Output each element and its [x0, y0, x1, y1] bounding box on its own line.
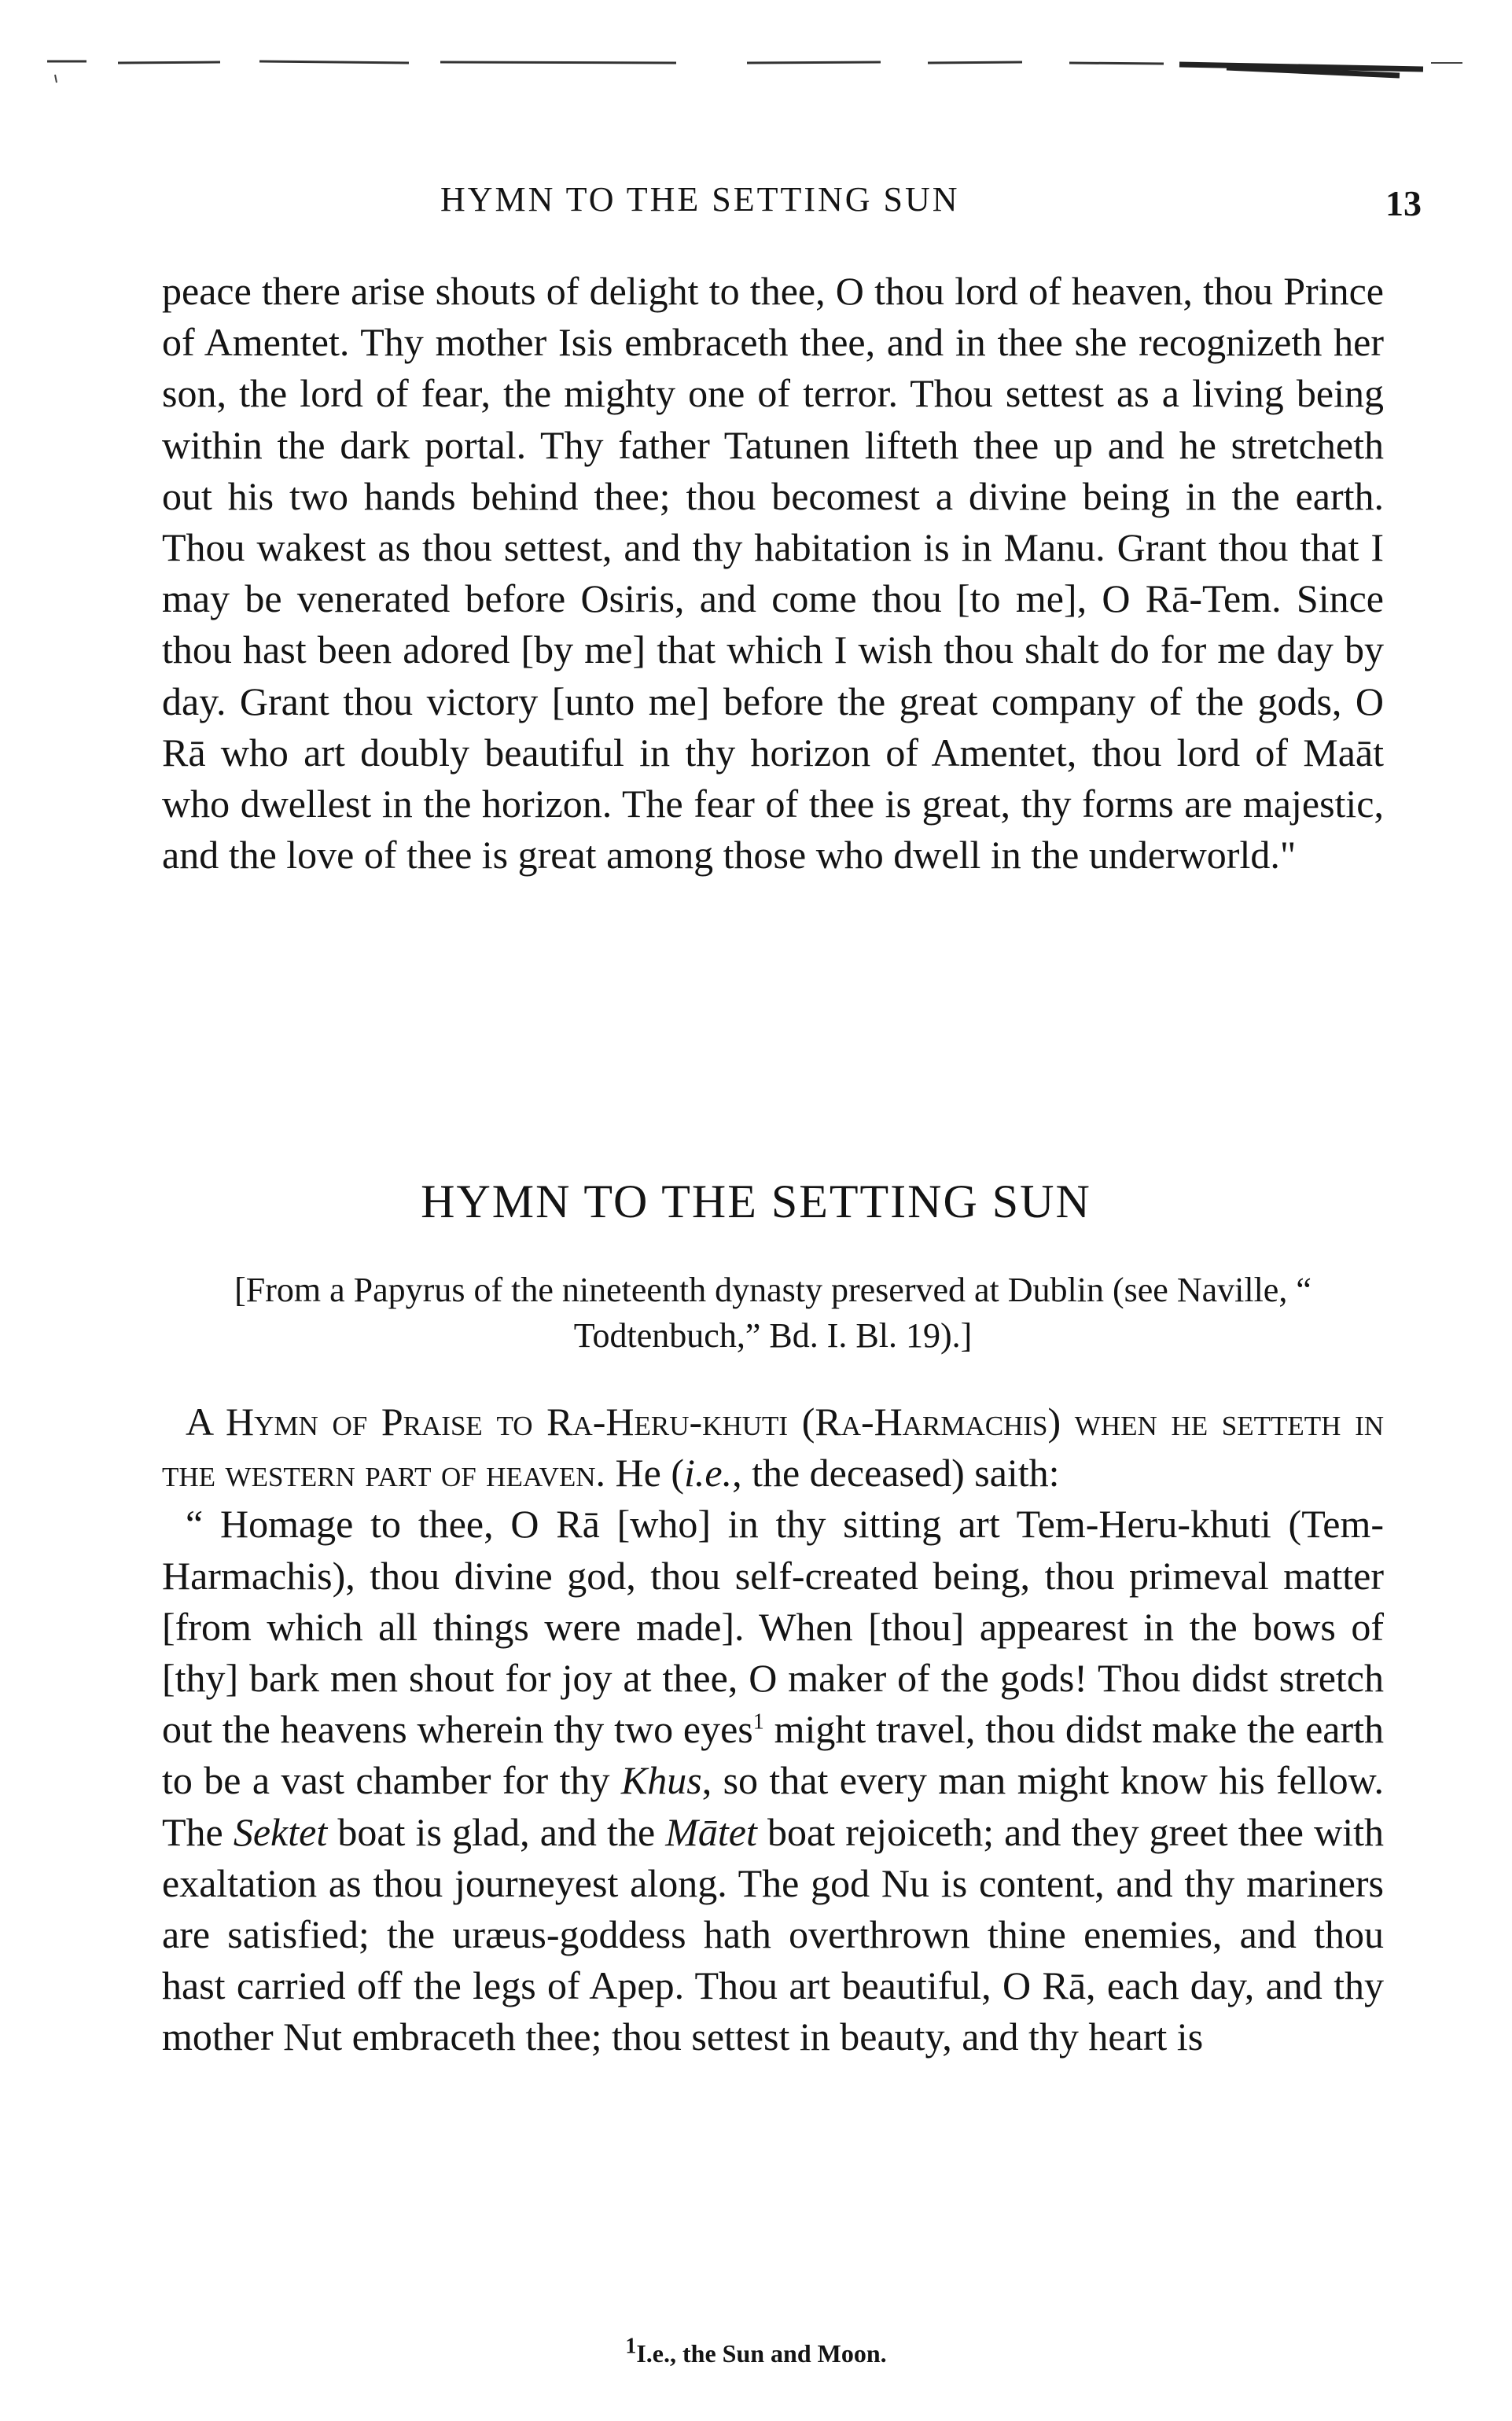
intro-text: He ( — [615, 1451, 684, 1496]
hymn-text-2: might travel, thou didst make the earth to be a vast chamber for thy — [162, 1707, 1384, 1803]
page-number: 13 — [1385, 183, 1422, 223]
intro-text-end: , the deceased) saith: — [732, 1451, 1060, 1496]
scan-edge-artifact — [0, 0, 1512, 126]
opening-paragraph — [162, 266, 1384, 881]
footnote-reference[interactable]: 1 — [752, 1709, 764, 1735]
ie-abbreviation: i.e. — [684, 1451, 733, 1496]
hymn-heading-smallcaps: A Hymn of Praise to Ra-Heru-khuti (Ra-Harmachis) when he setteth in the western part of heaven. — [162, 1400, 1384, 1496]
term-khus: Khus — [620, 1758, 702, 1803]
hymn-paragraph — [162, 1499, 1384, 2062]
hymn-text-1: “ Homage to thee, O Rā [who] in thy sitting art Tem-Heru-khuti (Tem-Harmachis), thou divine god, thou self-created being, thou primeval matter [from which all things were made]. When [thou] appearest in the bows of [thy] bark men shout for joy at thee, O maker of the gods! Thou didst stretch out the heavens wherein thy two eyes — [162, 1502, 1384, 1752]
hymn-text-5: boat rejoiceth; and they greet thee with exaltation as thou journeyest along. The god Nu is content, and thy mariners are satisfied; the uræus-goddess hath overthrown thine enemies, and thou hast carried off the legs of Apep. Thou art beautiful, O Rā, each day, and thy mother Nut embraceth thee; thou settest in beauty, and thy heart is — [162, 1809, 1385, 2059]
hymn-body — [162, 1396, 1384, 2063]
running-head: HYMN TO THE SETTING SUN — [440, 180, 960, 219]
footnote-marker: 1 — [625, 2334, 637, 2359]
hymn-introduction — [162, 1396, 1384, 1499]
section-title: HYMN TO THE SETTING SUN — [421, 1176, 1091, 1227]
hymn-text-3: , so that every man might know his fellow. The — [162, 1758, 1384, 1854]
paragraph-text: peace there arise shouts of delight to thee, O thou lord of heaven, thou Prince of Amentet. Thy mother Isis embraceth thee, and in thee she recognizeth her son, the lord of fear, the mighty one of terror. Thou settest as a living being within the dark portal. Thy father Tatunen lifteth thee up and he stretcheth out his two hands behind thee; thou becomest a divine being in the earth. Thou wakest as thou settest, and thy habitation is in Manu. Grant thou that I may be venerated before Osiris, and come thou [to me], O Rā-Tem. Since thou hast been adored [by me] that which I wish thou shalt do for me day by day. Grant thou victory [unto me] before the great company of the gods, O Rā who art doubly beautiful in thy horizon of Amentet, thou lord of Maāt who dwellest in the horizon. The fear of thee is great, thy forms are majestic, and the love of thee is great among those who dwell in the underworld." — [162, 269, 1384, 878]
source-note: [From a Papyrus of the nineteenth dynasty preserved at Dublin (see Naville, “ Todtenbuch,” Bd. I. Bl. 19).] — [234, 1271, 1312, 1355]
hymn-text-4: boat is glad, and the — [327, 1809, 666, 1854]
footnote — [0, 2334, 1512, 2368]
term-matet: Mātet — [665, 1809, 757, 1854]
footnote-text: I.e., the Sun and Moon. — [636, 2339, 887, 2368]
term-sektet: Sektet — [233, 1809, 328, 1854]
